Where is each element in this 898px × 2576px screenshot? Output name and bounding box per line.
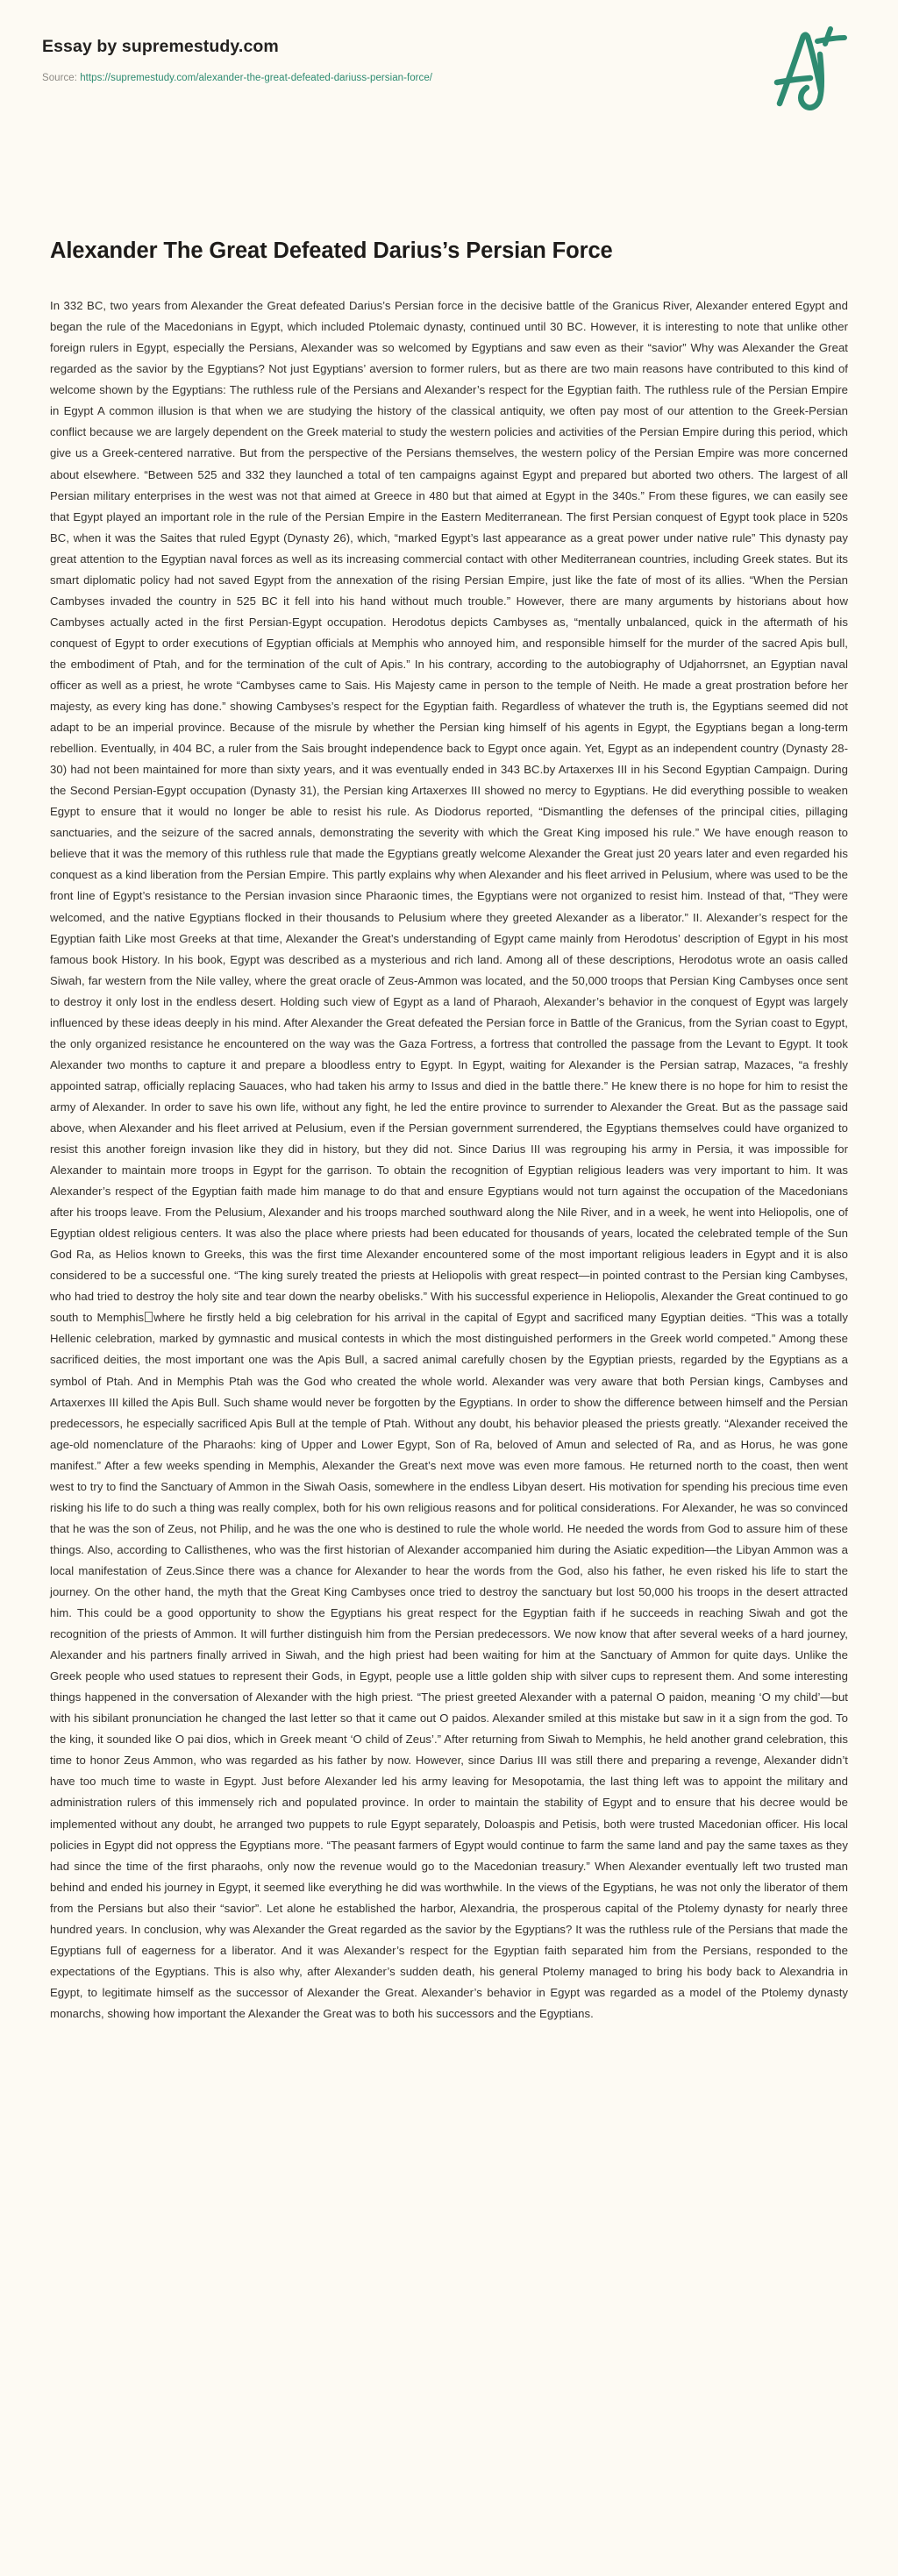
a-plus-logo-icon — [772, 19, 856, 116]
article-text-part-1: In 332 BC, two years from Alexander the Great defeated Darius’s Persian force in the decisive battle of the Granicus River, Alexander entered Egypt and began the rule of the Macedonians in Egypt, which included Ptolemaic dynasty, continued until 30 BC. However, it is interesting to note that unlike other foreign rulers in Egypt, especially the Persians, Alexander was so welcomed by Egyptians and saw even as their “savior” Why was Alexander the Great regarded as the savior by the Egyptians? Not just Egyptians’ aversion to former rulers, but as there are two main reasons have contributed to this kind of welcome shown by the Egyptians: The ruthless rule of the Persians and Alexander’s respect for the Egyptian faith. The ruthless rule of the Persian Empire in Egypt A common illusion is that when we are studying the history of the classical antiquity, we often pay most of our attention to the Greek-Persian conflict because we are largely dependent on the Greek material to study the western policies and activities of the Persian Empire during this period, which give us a Greek-centered narrative. But from the perspective of the Persians themselves, the western policy of the Persian Empire was more concerned about elsewhere. “Between 525 and 332 they launched a total of ten campaigns against Egypt and prepared but aborted two others. The largest of all Persian military enterprises in the west was not that aimed at Greece in 480 but that aimed at Egypt in the 340s.” From these figures, we can easily see that Egypt played an important role in the rule of the Persian Empire in the Eastern Mediterranean. The first Persian conquest of Egypt took place in 520s BC, when it was the Saites that ruled Egypt (Dynasty 26), which, “marked Egypt’s last appearance as a great power under native rule” This dynasty pay great attention to the Egyptian naval forces as well as its increasing commercial contact with other Mediterranean countries, including Greek states. But its smart diplomatic policy had not saved Egypt from the annexation of the rising Persian Empire, just like the fate of most of its allies. “When the Persian Cambyses invaded the country in 525 BC it fell into his hand without much trouble.” However, there are many arguments by historians about how Cambyses actually acted in the first Persian-Egypt occupation. Herodotus depicts Cambyses as, “mentally unbalanced, quick in the aftermath of his conquest of Egypt to order executions of Egyptian officials at Memphis who annoyed him, and responsible himself for the murder of the sacred Apis bull, the embodiment of Ptah, and for the termination of the cult of Apis.” In his contrary, according to the autobiography of Udjahorrsnet, an Egyptian naval officer as well as a priest, he wrote “Cambyses came to Sais. His Majesty came in person to the temple of Neith. He made a great prostration before her majesty, as every king has done.” showing Cambyses’s respect for the Egyptian faith. Regardless of whatever the truth is, the Egyptians seemed did not adapt to be an imperial province. Because of the misrule by whether the Persian king himself of his agents in Egypt, the Egyptians began a long-term rebellion. Eventually, in 404 BC, a ruler from the Sais brought independence back to Egypt once again. Yet, Egypt as an independent country (Dynasty 28-30) had not been maintained for more than sixty years, and it was eventually ended in 343 BC.by Artaxerxes III in his Second Egyptian Campaign. During the Second Persian-Egypt occupation (Dynasty 31), the Persian king Artaxerxes III showed no mercy to Egyptians. He did everything possible to weaken Egypt to ensure that it would no longer be able to resist his rule. As Diodorus reported, “Dismantling the defenses of the principal cities, pillaging sanctuaries, and the seizure of the sacred annals, demonstrating the severity with which the Great King imposed his rule.” We have enough reason to believe that it was the memory of this ruthless rule that made the Egyptians greatly welcome Alexander the Great just 20 years later and even regarded his conquest as a kind liberation from the Persian Empire. This partly explains why when Alexander and his fleet arrived in Pelusium, where was used to be the front line of Egypt’s resistance to the Persian invasion since Pharaonic times, the Egyptians were not organized to resist him. Instead of that, “They were welcomed, and the native Egyptians flocked in their thousands to Pelusium where they greeted Alexander as a liberator.” II. Alexander’s respect for the Egyptian faith Like most Greeks at that time, Alexander the Great’s understanding of Egypt came mainly from Herodotus’ description of Egypt in his most famous book History. In his book, Egypt was described as a mysterious and rich land. Among all of these descriptions, Herodotus wrote an oasis called Siwah, far western from the Nile valley, where the great oracle of Zeus-Ammon was located, and the 50,000 troops that Persian King Cambyses once sent to destroy it only lost in the endless desert. Holding such view of Egypt as a land of Pharaoh, Alexander’s behavior in the conquest of Egypt was largely influenced by these ideas deeply in his mind. After Alexander the Great defeated the Persian force in Battle of the Granicus, from the Syrian coast to Egypt, the only organized resistance he encountered on the way was the Gaza Fortress, a fortress that controlled the passage from the Levant to Egypt. It took Alexander two months to capture it and prepare a bloodless entry to Egypt. In Egypt, waiting for Alexander is the Persian satrap, Mazaces, “a freshly appointed satrap, officially replacing Sauaces, who had taken his army to Issus and died in the battle there.” He knew there is no hope for him to resist the army of Alexander. In order to save his own life, without any fight, he led the entire province to surrender to Alexander the Great. But as the passage said above, when Alexander and his fleet arrived at Pelusium, even if the Persian government surrendered, the Egyptians themselves could have organized to resist this another foreign invasion like they did in history, but they did not. Since Darius III was regrouping his army in Persia, it was impossible for Alexander to maintain more troops in Egypt for the garrison. To obtain the recognition of Egyptian religious leaders was very important to him. It was Alexander’s respect of the Egyptian faith made him manage to do that and ensure Egyptians would not turn against the occupation of the Macedonians after his troops leave. From the Pelusium, Alexander and his troops marched southward along the Nile River, and in a week, he went into Heliopolis, one of Egyptian oldest religious centers. It was also the place where priests had been educated for thousands of years, located the celebrated temple of the Sun God Ra, as Helios known to Greeks, this was the first time Alexander encountered some of the most important religious leaders in Egypt and it is also considered to be a successful one. “The king surely treated the priests at Heliopolis with great respect—in pointed contrast to the Persian king Cambyses, who had tried to destroy the holy site and tear down the nearby obelisks.” With his successful experience in Heliopolis, Alexander the Great continued to go south to Memphis — [50, 299, 849, 1325]
document-header — [0, 0, 898, 112]
source-url-link[interactable]: https://supremestudy.com/alexander-the-great-defeated-dariuss-persian-force/ — [80, 73, 433, 84]
source-line — [42, 72, 856, 85]
source-label: Source: — [42, 73, 77, 84]
article-body — [0, 237, 898, 2077]
brand-title: Essay by supremestudy.com — [42, 37, 279, 56]
page-title: Alexander The Great Defeated Darius’s Persian Force — [50, 238, 613, 263]
article-text-part-2: where he firstly held a big celebration for his arrival in the capital of Egypt and sacrificed many Egyptian deities. “This was a totally Hellenic celebration, marked by gymnastic and musical contests in which the most distinguished performers in the Greek world competed.” Among these sacrificed deities, the most important one was the Apis Bull, a sacred animal carefully chosen by the Egyptian priests, regarded by the Egyptians as a symbol of Ptah. And in Memphis Ptah was the God who created the whole world. Alexander was very aware that both Persian kings, Cambyses and Artaxerxes III killed the Apis Bull. Such shame would never be forgotten by the Egyptians. In order to show the difference between himself and the Persian predecessors, he especially sacrificed Apis Bull at the temple of Ptah. Without any doubt, his behavior pleased the priests greatly. “Alexander received the age-old nomenclature of the Pharaohs: king of Upper and Lower Egypt, Son of Ra, beloved of Amun and selected of Ra, and as Horus, he was gone manifest.” After a few weeks spending in Memphis, Alexander the Great’s next move was even more famous. He returned north to the coast, then went west to try to find the Sanctuary of Ammon in the Siwah Oasis, somewhere in the endless Libyan desert. His motivation for spending his precious time even risking his life to do such a thing was really complex, both for his own religious reasons and for political considerations. For Alexander, he was so convinced that he was the son of Zeus, not Philip, and he was the one who is destined to rule the whole world. He needed the words from God to assure him of these things. Also, according to Callisthenes, who was the first historian of Alexander accompanied him during the Asiatic expedition—the Libyan Ammon was a local manifestation of Zeus.Since there was a chance for Alexander to hear the words from the God, also his father, he even risked his life to start the journey. On the other hand, the myth that the Great King Cambyses once tried to destroy the sanctuary but lost 50,000 his troops in the desert attracted him. This could be a good opportunity to show the Egyptians his great respect for the Egyptian faith if he succeeds in reaching Siwah and got the recognition of the priests of Ammon. It will further distinguish him from the Persian predecessors. We now know that after several weeks of a hard journey, Alexander and his partners finally arrived in Siwah, and the high priest had been waiting for him at the Sanctuary of Ammon for quite days. Unlike the Greek people who used statues to represent their Gods, in Egypt, people use a little golden ship with silver cups to represent them. And some interesting things happened in the conversation of Alexander with the high priest. “The priest greeted Alexander with a paternal O paidon, meaning ‘O my child’—but with his sibilant pronunciation he changed the last letter so that it came out O paidos. Alexander smiled at this mistake but saw in it a sign from the god. To the king, it sounded like O pai dios, which in Greek meant ‘O child of Zeus’.” After returning from Siwah to Memphis, he held another grand celebration, this time to honor Zeus Ammon, who was regarded as his father by now. However, since Darius III was still there and preparing a revenge, Alexander didn’t have too much time to waste in Egypt. Just before Alexander led his army leaving for Mesopotamia, the last thing left was to appoint the military and administration rulers of this immensely rich and populated province. In order to maintain the stability of Egypt and to ensure that his decree would be implemented without any doubt, he arranged two puppets to rule Egypt separately, Doloaspis and Petisis, both were trusted Macedonian officer. His local policies in Egypt did not oppress the Egyptians more. “The peasant farmers of Egypt would continue to farm the same land and pay the same taxes as they had since the time of the first pharaohs, only now the revenue would go to the Macedonian treasury.” When Alexander eventually left two trusted man behind and ended his journey in Egypt, it seemed like everything he did was worthwhile. In the views of the Egyptians, he was not only the liberator of them from the Persians but also their “savior”. Let alone he established the harbor, Alexandria, the prosperous capital of the Ptolemy dynasty for nearly three hundred years. In conclusion, why was Alexander the Great regarded as the savior by the Egyptians? It was the ruthless rule of the Persians that made the Egyptians full of eagerness for a liberator. And it was Alexander’s respect for the Egyptian faith separated him from the Persians, responded to the expectations of the Egyptians. This is also why, after Alexander’s sudden death, his general Ptolemy managed to bring his body back to Alexandria in Egypt, to legitimate himself as the successor of Alexander the Great. Alexander’s behavior in Egypt was regarded as a model of the Ptolemy dynasty monarchs, showing how important the Alexander the Great was to both his successors and the Egyptians. — [50, 1311, 848, 2020]
article-paragraph — [50, 295, 848, 2025]
missing-glyph-box — [145, 1312, 153, 1322]
